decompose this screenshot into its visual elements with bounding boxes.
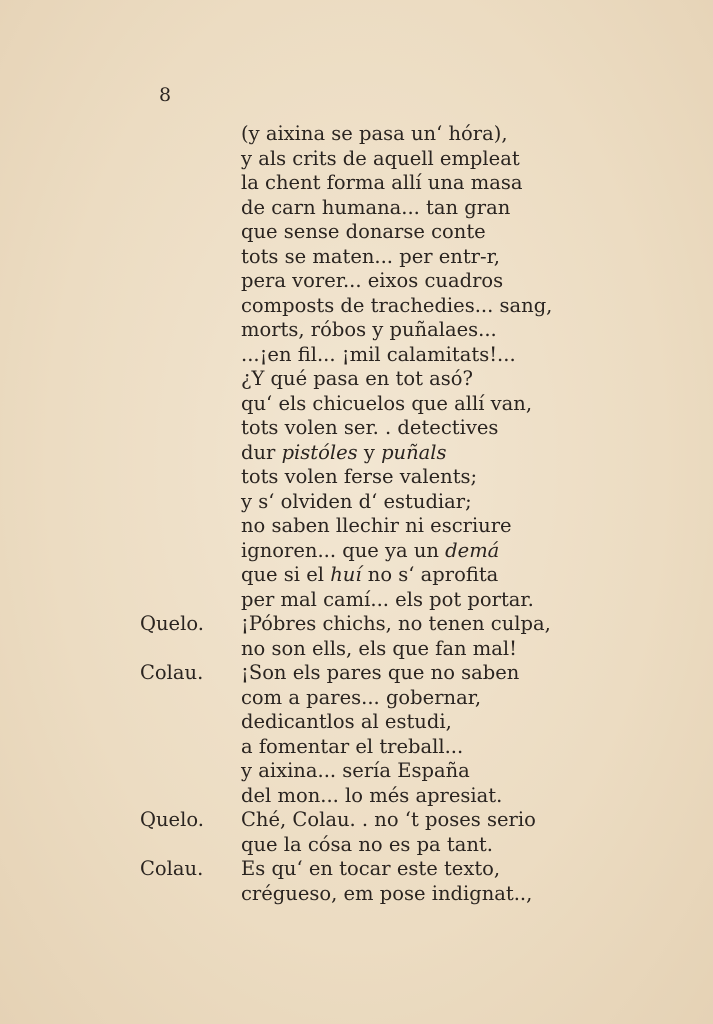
italic-word: puñals bbox=[381, 440, 447, 464]
speaker-name: Colau. bbox=[140, 661, 204, 684]
verse-segment: del mon... lo més apresiat. bbox=[241, 783, 503, 807]
verse-text bbox=[241, 514, 512, 539]
verse-line bbox=[140, 735, 660, 760]
verse-segment: no son ells, els que fan mal! bbox=[241, 636, 517, 660]
verse-text bbox=[241, 612, 551, 637]
verse-text bbox=[241, 857, 500, 882]
verse-segment: tots volen ferse valents; bbox=[241, 465, 478, 488]
verse-text bbox=[241, 588, 534, 613]
verse-segment: (y aixina se pasa un‘ hóra), bbox=[241, 122, 508, 145]
verse-line bbox=[140, 710, 660, 735]
verse-line bbox=[140, 539, 660, 564]
verse-segment: Ché, Colau. . no ‘t poses serio bbox=[241, 808, 536, 831]
verse-line bbox=[140, 269, 660, 294]
verse-block bbox=[140, 122, 660, 906]
verse-line bbox=[140, 343, 660, 368]
verse-segment: ¡Póbres chichs, no tenen culpa, bbox=[241, 612, 551, 635]
verse-text bbox=[241, 294, 552, 319]
verse-line bbox=[140, 661, 660, 686]
verse-line bbox=[140, 612, 660, 637]
verse-line bbox=[140, 808, 660, 833]
verse-segment: de carn humana... tan gran bbox=[241, 195, 511, 219]
verse-text bbox=[241, 367, 473, 392]
verse-text bbox=[241, 441, 447, 466]
verse-segment: no s‘ aprofita bbox=[361, 563, 499, 586]
verse-segment: la chent forma allí una masa bbox=[241, 171, 523, 194]
page-number: 8 bbox=[159, 84, 172, 106]
verse-text bbox=[241, 539, 499, 564]
verse-line bbox=[140, 294, 660, 319]
verse-text bbox=[241, 637, 517, 662]
verse-segment: tots volen ser. . detectives bbox=[241, 416, 499, 439]
verse-text bbox=[241, 220, 486, 245]
verse-segment: qu‘ els chicuelos que allí van, bbox=[241, 391, 533, 415]
verse-text bbox=[241, 171, 523, 196]
verse-line bbox=[140, 171, 660, 196]
verse-line bbox=[140, 196, 660, 221]
verse-segment: dur bbox=[241, 440, 282, 464]
verse-text bbox=[241, 465, 477, 490]
verse-segment: a fomentar el treball... bbox=[241, 734, 464, 758]
verse-segment: per mal camí... els pot portar. bbox=[241, 587, 534, 611]
verse-line bbox=[140, 220, 660, 245]
verse-segment: que sense donarse conte bbox=[241, 220, 486, 243]
verse-segment: que si el bbox=[241, 563, 331, 586]
verse-line bbox=[140, 392, 660, 417]
italic-word: demá bbox=[445, 538, 500, 562]
verse-text bbox=[241, 833, 493, 858]
verse-line bbox=[140, 833, 660, 858]
verse-segment: y bbox=[357, 440, 382, 464]
verse-text bbox=[241, 196, 510, 221]
verse-segment: ...¡en fil... ¡mil calamitats!... bbox=[241, 342, 516, 366]
verse-text bbox=[241, 686, 481, 711]
verse-line bbox=[140, 759, 660, 784]
verse-segment: y aixina... sería España bbox=[241, 759, 470, 782]
verse-line bbox=[140, 367, 660, 392]
verse-text bbox=[241, 122, 508, 147]
verse-line bbox=[140, 563, 660, 588]
verse-segment: morts, róbos y puñalaes... bbox=[241, 318, 497, 341]
verse-segment: y als crits de aquell empleat bbox=[241, 146, 520, 170]
verse-line bbox=[140, 147, 660, 172]
verse-line bbox=[140, 416, 660, 441]
verse-segment: que la cósa no es pa tant. bbox=[241, 832, 493, 856]
verse-line bbox=[140, 637, 660, 662]
verse-text bbox=[241, 710, 452, 735]
verse-segment: composts de trachedies... sang, bbox=[241, 293, 553, 317]
verse-line bbox=[140, 441, 660, 466]
verse-text bbox=[241, 269, 503, 294]
verse-text bbox=[241, 416, 498, 441]
verse-text bbox=[241, 735, 463, 760]
verse-line bbox=[140, 318, 660, 343]
verse-line bbox=[140, 857, 660, 882]
verse-line bbox=[140, 784, 660, 809]
verse-segment: tots se maten... per entr-r, bbox=[241, 244, 500, 268]
verse-text bbox=[241, 563, 498, 588]
verse-text bbox=[241, 808, 536, 833]
verse-segment: pera vorer... eixos cuadros bbox=[241, 269, 504, 292]
verse-text bbox=[241, 147, 520, 172]
verse-line bbox=[140, 588, 660, 613]
verse-text bbox=[241, 882, 532, 907]
verse-text bbox=[241, 245, 500, 270]
verse-line bbox=[140, 465, 660, 490]
speaker-name: Quelo. bbox=[140, 808, 204, 831]
speaker-name: Colau. bbox=[140, 857, 204, 880]
verse-text bbox=[241, 784, 502, 809]
verse-text bbox=[241, 318, 497, 343]
italic-word: pistóles bbox=[281, 440, 358, 464]
verse-segment: ignoren... que ya un bbox=[241, 538, 446, 562]
verse-line bbox=[140, 882, 660, 907]
verse-line bbox=[140, 686, 660, 711]
verse-text bbox=[241, 392, 532, 417]
verse-segment: no saben llechir ni escriure bbox=[241, 514, 512, 537]
verse-segment: y s‘ olviden d‘ estudiar; bbox=[241, 489, 472, 513]
verse-text bbox=[241, 490, 472, 515]
verse-line bbox=[140, 245, 660, 270]
verse-text bbox=[241, 343, 516, 368]
verse-segment: com a pares... gobernar, bbox=[241, 685, 482, 709]
speaker-name: Quelo. bbox=[140, 612, 204, 635]
verse-text bbox=[241, 759, 470, 784]
verse-segment: crégueso, em pose indignat.., bbox=[241, 881, 533, 905]
verse-line bbox=[140, 122, 660, 147]
verse-segment: ¿Y qué pasa en tot asó? bbox=[241, 367, 473, 390]
verse-line bbox=[140, 514, 660, 539]
verse-segment: Es qu‘ en tocar este texto, bbox=[241, 857, 501, 880]
italic-word: huí bbox=[330, 563, 362, 586]
verse-line bbox=[140, 490, 660, 515]
verse-text bbox=[241, 661, 519, 686]
verse-segment: ¡Son els pares que no saben bbox=[241, 661, 520, 684]
verse-segment: dedicantlos al estudi, bbox=[241, 710, 452, 733]
